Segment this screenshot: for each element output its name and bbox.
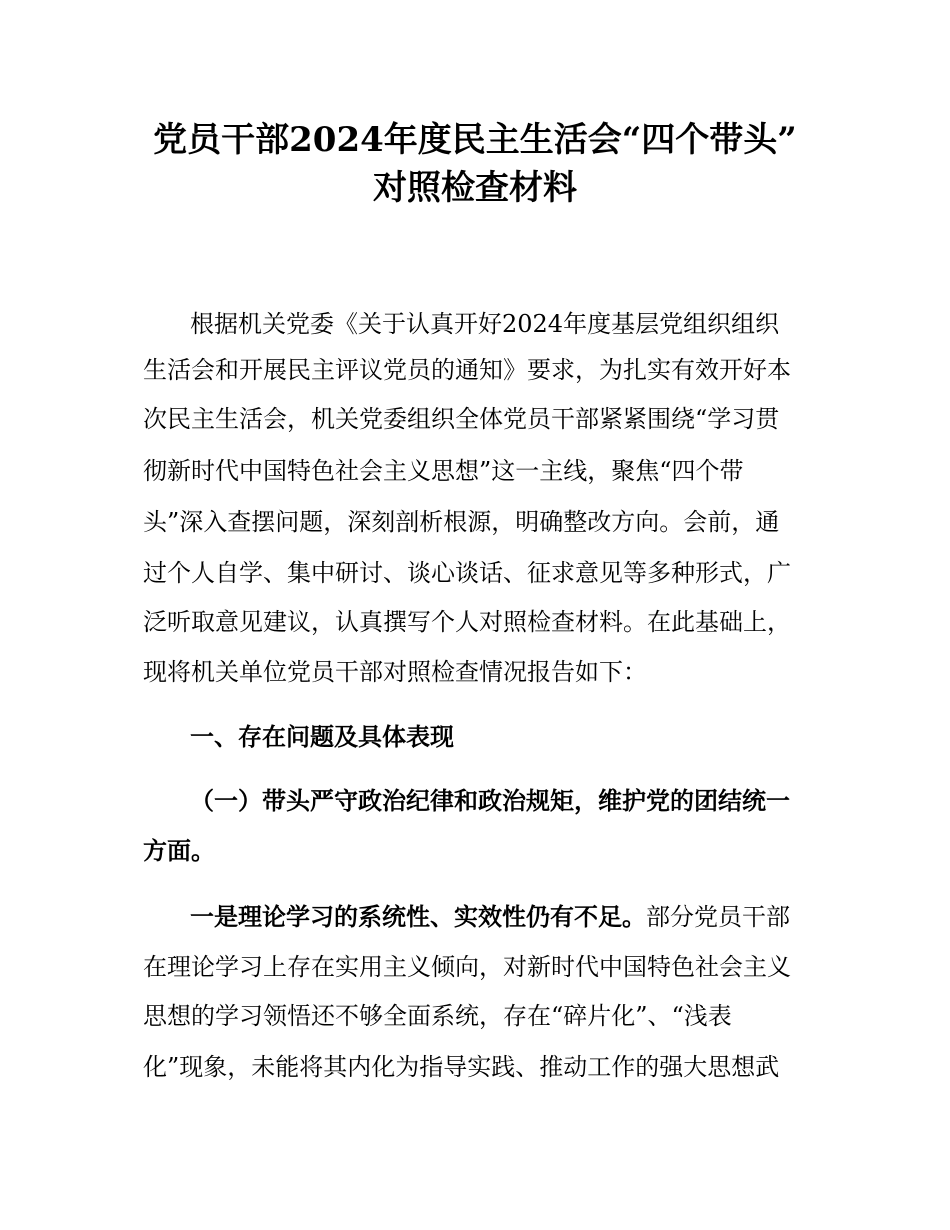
point-paragraph-line-1 (190, 902, 790, 932)
intro-line: 头”深入查摆问题，深刻剖析根源，明确整改方向。会前，通 (143, 508, 780, 536)
intro-line: 现将机关单位党员干部对照检查情况报告如下： (143, 658, 647, 686)
subsection-heading-line-1: （一）带头严守政治纪律和政治规矩，维护党的团结统一 (190, 787, 790, 815)
point-line: 化”现象，未能将其内化为指导实践、推动工作的强大思想武 (143, 1053, 780, 1081)
intro-line: 次民主生活会，机关党委组织全体党员干部紧紧围绕“学习贯 (143, 405, 780, 433)
document-title-line-1: 党员干部2024年度民主生活会“四个带头” (153, 120, 797, 160)
document-title-line-2: 对照检查材料 (373, 168, 577, 208)
point-lead: 一是理论学习的系统性、实效性仍有不足。 (190, 903, 646, 931)
subsection-heading-line-2: 方面。 (143, 837, 215, 865)
point-line: 思想的学习领悟还不够全面系统，存在“碎片化”、“浅表 (143, 1002, 732, 1030)
point-text: 部分党员干部 (646, 903, 790, 931)
intro-line: 过个人自学、集中研讨、谈心谈话、征求意见等多种形式，广 (143, 559, 791, 587)
intro-line: 生活会和开展民主评议党员的通知》要求，为扎实有效开好本 (143, 356, 791, 384)
intro-line: 根据机关党委《关于认真开好2024年度基层党组织组织 (190, 310, 780, 338)
intro-line: 彻新时代中国特色社会主义思想”这一主线，聚焦“四个带 (143, 457, 744, 485)
section-heading: 一、存在问题及具体表现 (190, 723, 454, 751)
point-line: 在理论学习上存在实用主义倾向，对新时代中国特色社会主义 (143, 953, 791, 981)
intro-line: 泛听取意见建议，认真撰写个人对照检查材料。在此基础上， (143, 608, 791, 636)
